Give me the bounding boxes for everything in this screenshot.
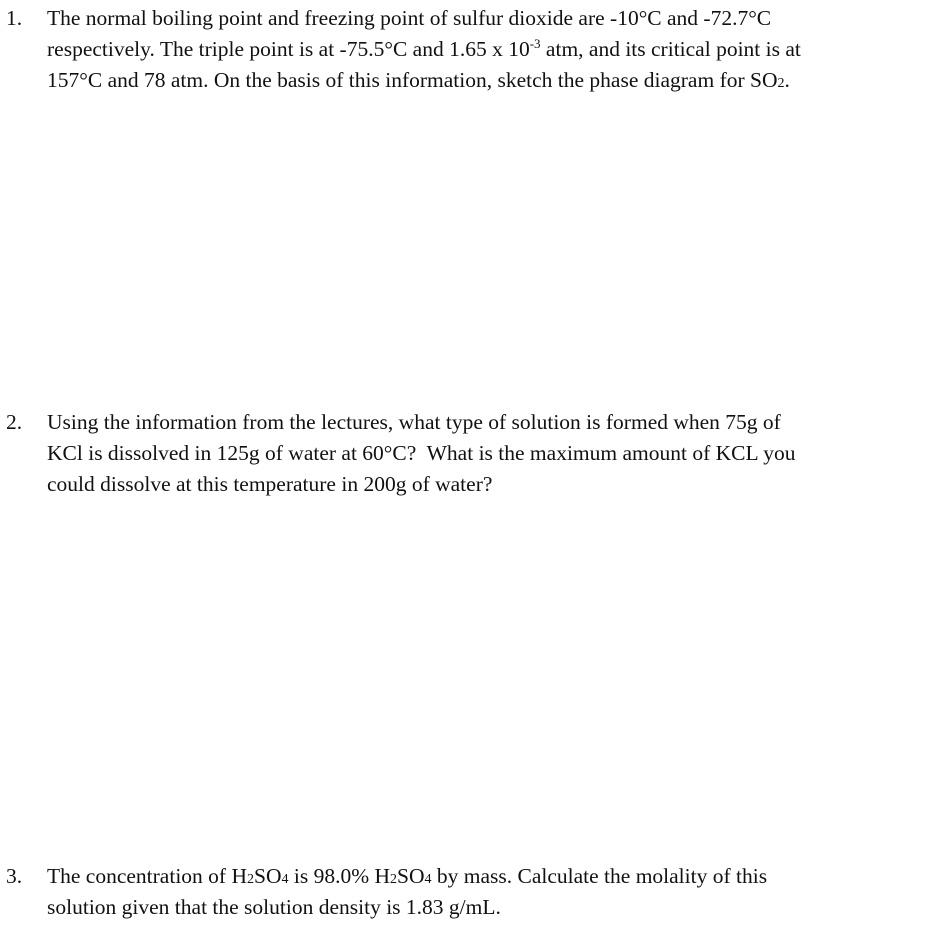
question-text-line: respectively. The triple point is at -75.5°C and 1.65 x $10^{-3}$ atm, and its critical point is at xyxy=(47,36,801,61)
question-text-line: could dissolve at this temperature in 200g of water? xyxy=(47,472,493,496)
question-text-line: 157°C and 78 atm. On the basis of this information, sketch the phase diagram for SO2. xyxy=(47,68,790,92)
question-text-line: Using the information from the lectures, what type of solution is formed when 75g of xyxy=(47,410,781,434)
question-number: 3. xyxy=(6,864,23,888)
question-text-line: solution given that the solution density is 1.83 g/mL. xyxy=(47,895,501,919)
question-number: 1. xyxy=(6,6,23,30)
question-number: 2. xyxy=(6,410,23,434)
question-text-line: KCl is dissolved in 125g of water at 60°C? What is the maximum amount of KCL you xyxy=(47,441,796,465)
question-text-line: The normal boiling point and freezing point of sulfur dioxide are -10°C and -72.7°C xyxy=(47,6,772,30)
question-text-line: The concentration of H2SO4 is 98.0% H2SO4 by mass. Calculate the molality of this xyxy=(47,864,768,888)
